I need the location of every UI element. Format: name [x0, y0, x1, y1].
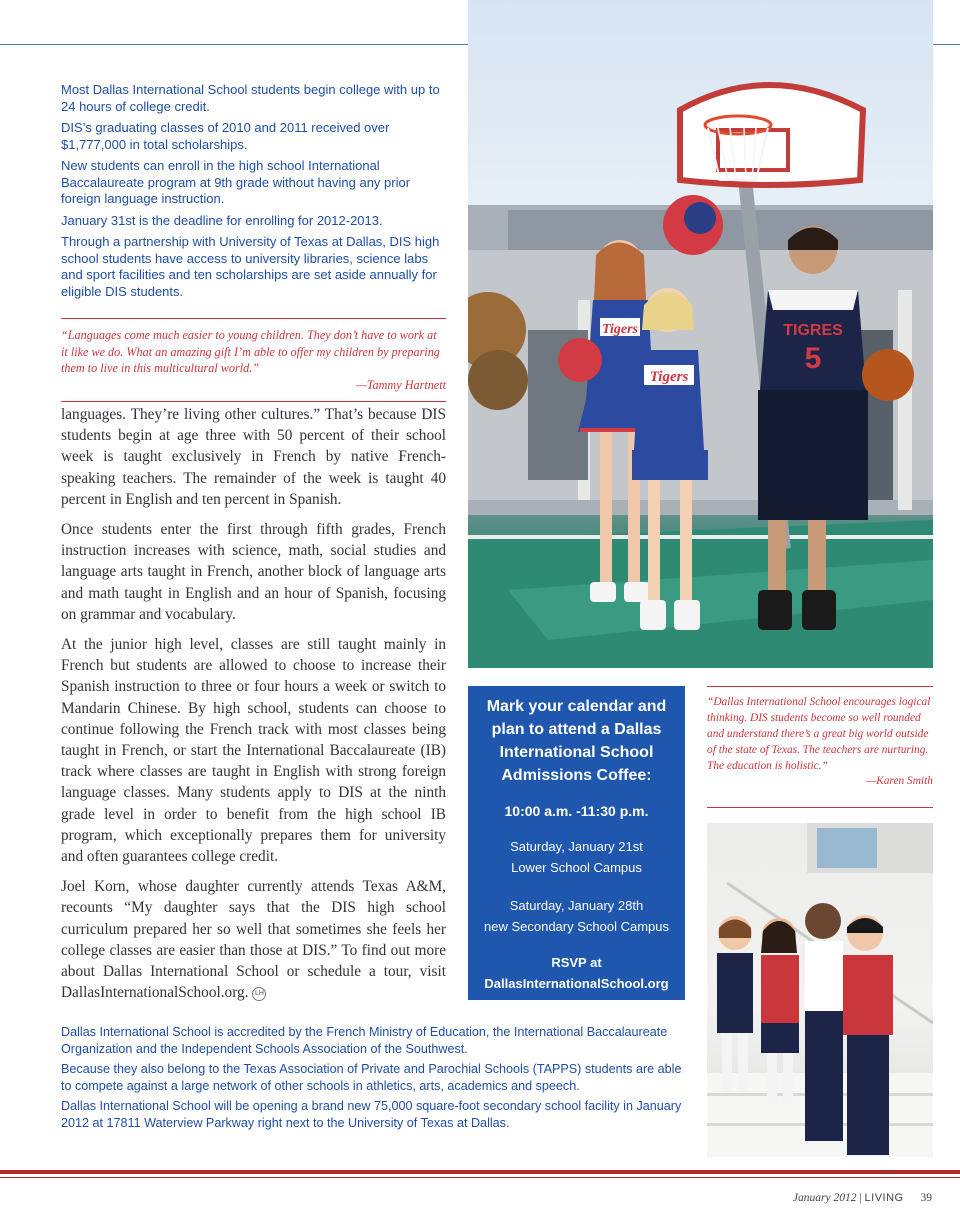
fact-item: Through a partnership with University of Texas at Dallas, DIS high school students have access to university libraries, science labs and sport facilities and ten scholarships are set aside annually for eligible DIS students. [61, 234, 440, 299]
fact-item: New students can enroll in the high school International Baccalaureate program at 9th grade without having any prior foreign language instruction. [61, 158, 411, 206]
fact-item: January 31st is the deadline for enrolling for 2012-2013. [61, 212, 383, 228]
admissions-callout [468, 686, 685, 1000]
end-mark-icon: LH [252, 987, 266, 1001]
callout-event-2 [468, 895, 685, 937]
note-item: Because they also belong to the Texas Association of Private and Parochial Schools (TAPPS) students are able to compete against a large network of other schools in athletics, arts, academics and speech. [61, 1062, 682, 1093]
callout-event-place: new Secondary School Campus [484, 919, 669, 934]
notes-list [61, 1024, 691, 1135]
pull-quote-text: “Languages come much easier to young children. They don’t have to work at it like we do. What an amazing gift I’m able to offer my children by preparing them to live in this multicultural world.” [61, 328, 440, 375]
pull-quote-right [707, 686, 933, 808]
folio-separator: | [859, 1192, 862, 1204]
callout-event-date: Saturday, January 21st [510, 839, 643, 854]
callout-event-date: Saturday, January 28th [509, 898, 644, 913]
callout-rsvp-link[interactable]: DallasInternationalSchool.org [484, 976, 669, 991]
cheer-uniform-text-left: Tigers [601, 322, 639, 337]
quote-rule-bottom [61, 401, 446, 402]
pull-quote-attribution: —Karen Smith [866, 775, 933, 787]
callout-time: 10:00 a.m. -11:30 p.m. [504, 803, 649, 819]
folio-section: LIVING [864, 1192, 904, 1204]
pull-quote-left [61, 318, 446, 402]
cheer-uniform-text-middle: Tigers [649, 369, 689, 385]
quote-rule-bottom [707, 807, 933, 808]
body-paragraph: At the junior high level, classes are still taught mainly in French but students are allowed to choose to increase their Spanish instruction to three or four hours a week or switch to Mandarin Chinese. By high school, students can choose to continue following the French track with most classes being taught in French, or start the International Baccalaureate (IB) track where classes are taught in English with strong foreign language classes. Many students apply to DIS at the ninth grade level in order to benefit from the high school IB program, which exceptionally prepares them for university and often guarantees college credit. [61, 636, 446, 866]
page-number: 39 [920, 1192, 932, 1204]
page-folio [793, 1192, 932, 1204]
article-body [61, 404, 446, 1012]
fact-item: DIS’s graduating classes of 2010 and 2011 received over $1,777,000 in total scholarships. [61, 120, 390, 152]
callout-headline: Mark your calendar and plan to attend a Dallas International School Admissions Coffee: [486, 698, 667, 784]
students-court-illustration [468, 0, 933, 668]
quote-rule-top [61, 318, 446, 319]
quote-rule-top [707, 686, 933, 687]
body-paragraph-last [61, 876, 446, 1003]
facts-list [61, 82, 453, 305]
folio-date: January 2012 [792, 1192, 857, 1204]
children-stairs-photo [707, 823, 933, 1157]
body-paragraph-text: Joel Korn, whose daughter currently attends Texas A&M, recounts “My daughter says that the DIS high school curriculum prepared her so well that sometimes she feels her college classes are easier than those at DIS.” To find out more about Dallas International School or schedule a tour, visit DallasInternationalSchool.org. [61, 878, 446, 1002]
fact-item: Most Dallas International School students begin college with up to 24 hours of college credit. [61, 82, 440, 114]
children-stairs-illustration [707, 823, 933, 1157]
jersey-text: TIGRES [783, 322, 843, 339]
bottom-bar [0, 1170, 960, 1174]
pull-quote-attribution: —Tammy Hartnett [356, 377, 446, 392]
note-item: Dallas International School is accredited by the French Ministry of Education, the International Baccalaureate Organization and the Independent Schools Association of the Southwest. [61, 1025, 668, 1056]
callout-event-place: Lower School Campus [511, 860, 642, 875]
note-item: Dallas International School will be opening a brand new 75,000 square-foot secondary school facility in January 2012 at 17811 Waterview Parkway right next to the University of Texas at Dallas. [61, 1099, 682, 1130]
callout-rsvp-label: RSVP at [551, 955, 602, 970]
students-court-photo [468, 0, 933, 668]
bottom-rule [0, 1177, 960, 1178]
callout-event-1 [468, 836, 685, 878]
pull-quote-text: “Dallas International School encourages logical thinking. DIS students become so well rounded and understand there’s a great big world outside of the state of Texas. The teachers are nurturing. The education is holistic.” [707, 696, 931, 772]
body-paragraph: Once students enter the first through fifth grades, French instruction increases with science, math, social studies and language arts taught in French, another block of language arts and math taught in English and an hour of Spanish, focusing on grammar and vocabulary. [61, 521, 446, 623]
jersey-number: 5 [804, 342, 822, 375]
body-paragraph: languages. They’re living other cultures.” That’s because DIS students begin at age three with 50 percent of their school week is taught exclusively in French by native French-speaking teachers. The remainder of the week is taught 40 percent in English and ten percent in Spanish. [61, 406, 446, 508]
callout-rsvp [468, 952, 685, 994]
